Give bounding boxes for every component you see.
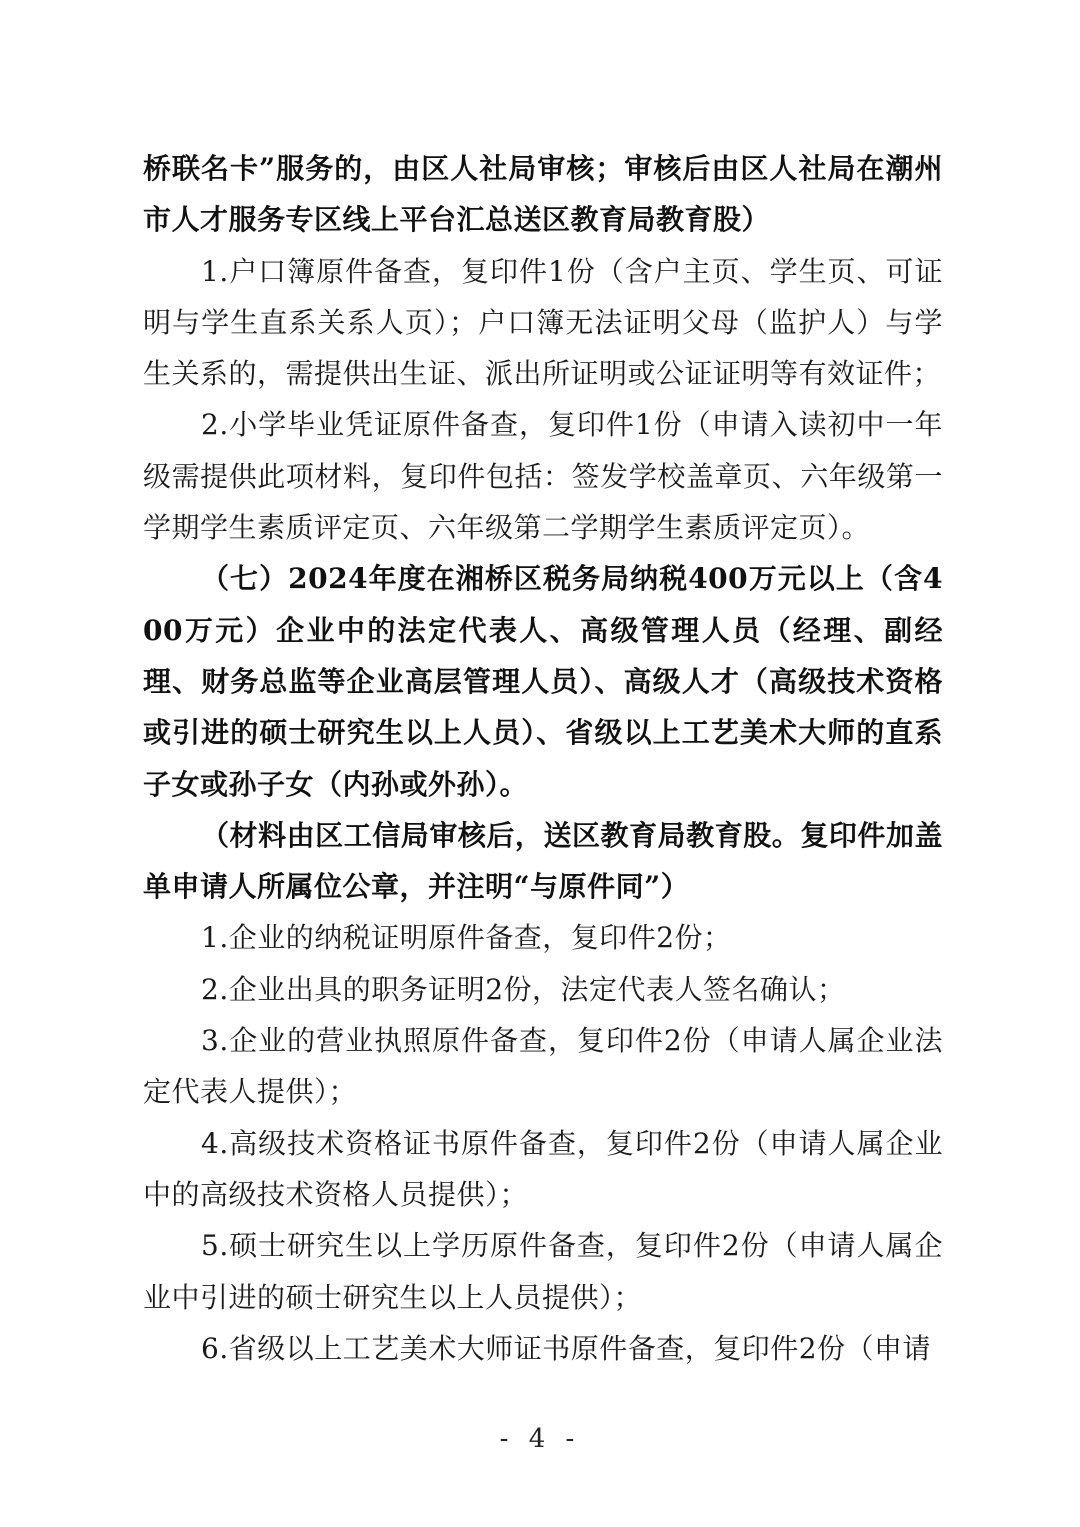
document-body [143,143,943,1374]
paragraph-section-seven-heading: （七）2024年度在湘桥区税务局纳税400万元以上（含400万元）企业中的法定代表人、高级管理人员（经理、副经理、财务总监等企业高层管理人员）、高级人才（高级技术资格或引进的硕士研究生以上人员）、省级以上工艺美术大师的直系子女或孙子女（内孙或外孙）。 [143,562,943,801]
paragraph-item-business-license: 3.企业的营业执照原件备查，复印件2份（申请人属企业法定代表人提供）； [143,1024,943,1109]
paragraph-lianmingka-review: 桥联名卡”服务的，由区人社局审核；审核后由区人社局在潮州市人才服务专区线上平台汇总送区教育局教育股） [143,152,943,237]
paragraph-item-arts-master-certificate: 6.省级以上工艺美术大师证书原件备查，复印件2份（申请 [201,1331,932,1365]
paragraph-item-position-certificate: 2.企业出具的职务证明2份，法定代表人签名确认； [201,972,846,1006]
paragraph-item-technical-qualification: 4.高级技术资格证书原件备查，复印件2份（申请人属企业中的高级技术资格人员提供）； [143,1126,943,1211]
paragraph-item-household-register: 1.户口簿原件备查，复印件1份（含户主页、学生页、可证明与学生直系关系人页）；户口簿无法证明父母（监护人）与学生关系的，需提供出生证、派出所证明或公证证明等有效证件； [143,254,943,391]
paragraph-item-tax-certificate: 1.企业的纳税证明原件备查，复印件2份； [201,921,732,955]
paragraph-item-graduation-certificate: 2.小学毕业凭证原件备查，复印件1份（申请入读初中一年级需提供此项材料，复印件包括：签发学校盖章页、六年级第一学期学生素质评定页、六年级第二学期学生素质评定页）。 [143,408,943,545]
page-number: - 4 - [499,1424,581,1454]
paragraph-materials-note: （材料由区工信局审核后，送区教育局教育股。复印件加盖单申请人所属位公章，并注明“与原件同”） [143,818,943,904]
paragraph-item-masters-degree: 5.硕士研究生以上学历原件备查，复印件2份（申请人属企业中引进的硕士研究生以上人员提供）； [143,1229,943,1314]
